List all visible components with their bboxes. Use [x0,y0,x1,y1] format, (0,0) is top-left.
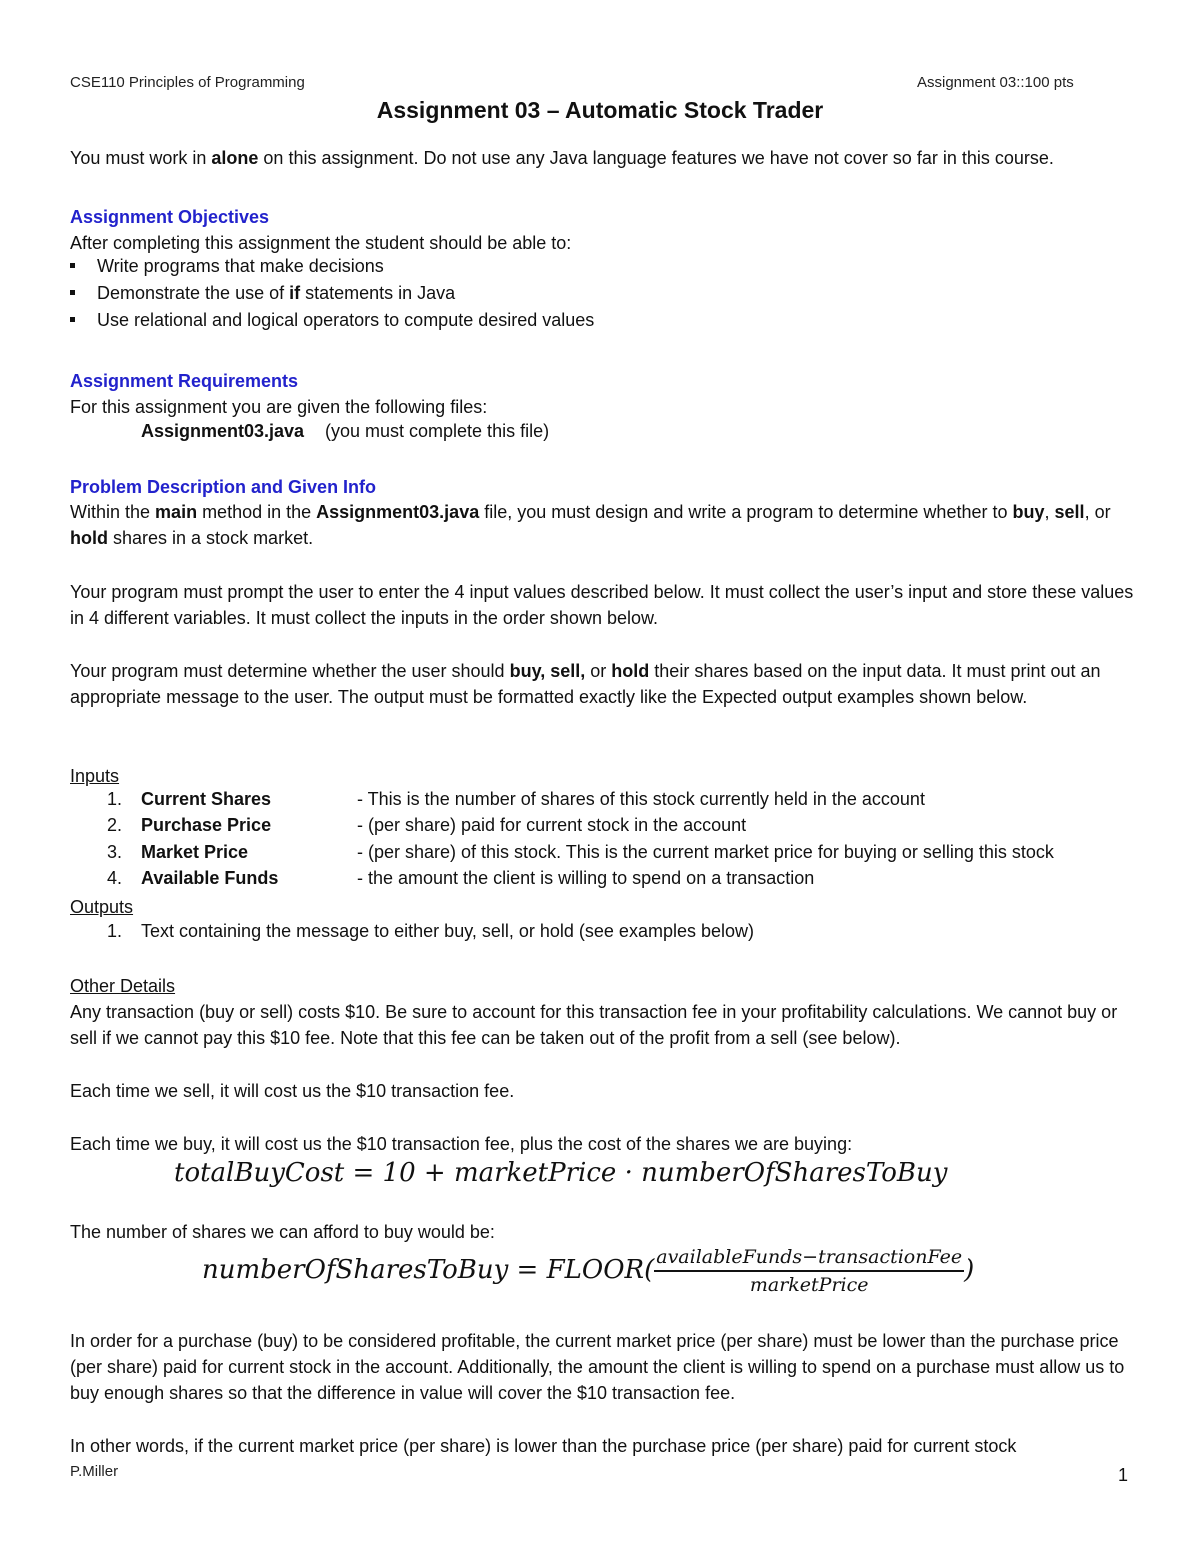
given-file-note: (you must complete this file) [325,421,550,441]
objective-item: Use relational and logical operators to compute desired values [70,310,594,331]
footer-author: P.Miller [70,1463,119,1480]
page-number: 1 [1118,1465,1129,1485]
objectives-lead: After completing this assignment the student should be able to: [70,233,572,253]
problem-paragraph-2: Your program must prompt the user to enter the 4 input values described below. It must collect the user’s input and store these values in 4 different variables. It must collect the inputs in the order shown below. [70,582,1134,629]
details-paragraph-2: Each time we sell, it will cost us the $10 transaction fee. [70,1081,515,1101]
details-paragraph-1: Any transaction (buy or sell) costs $10. Be sure to account for this transaction fee in your profitability calculations. We cannot buy or sell if we cannot pay this $10 fee. Note that this fee can be taken out of the profit from a sell (see below). [70,1002,1118,1049]
objective-item: Demonstrate the use of if statements in Java [70,283,455,304]
requirements-lead: For this assignment you are given the following files: [70,397,488,417]
problem-paragraph-1: Within the main method in the Assignment03.java file, you must design and write a program to determine whether to buy, sell, or hold shares in a stock market. [70,502,1111,549]
details-paragraph-5: In order for a purchase (buy) to be considered profitable, the current market price (per share) must be lower than the purchase price (per share) paid for current stock in the account. Additionally, the amount the client is willing to spend on a purchase must allow us to buy enough shares so that the difference in value will cover the $10 transaction fee. [70,1331,1125,1404]
intro-paragraph: You must work in alone on this assignment. Do not use any Java language features we have not cover so far in this course. [70,148,1054,168]
outputs-heading: Outputs [70,897,134,917]
input-item: 1. Current Shares - This is the number of shares of this stock currently held in the account [107,789,925,809]
details-heading: Other Details [70,976,176,996]
header-points: Assignment 03::100 pts [917,74,1074,91]
header-course: CSE110 Principles of Programming [70,74,305,91]
input-item: 3. Market Price - (per share) of this stock. This is the current market price for buying or selling this stock [107,842,1054,862]
objective-item: Write programs that make decisions [70,256,384,277]
given-file-name: Assignment03.java [141,421,305,441]
formula-shares-to-buy: numberOfSharesToBuy = FLOOR( $\frac{\text{availableFunds−transactionFee}}{\text{marketPrice}}$ ) [202,1246,975,1296]
requirements-heading: Assignment Requirements [70,371,299,391]
details-paragraph-3: Each time we buy, it will cost us the $10 transaction fee, plus the cost of the shares we are buying: [70,1134,853,1154]
bullet-icon [70,263,75,268]
formula-total-buy-cost: totalBuyCost = 10 + marketPrice · numberOfSharesToBuy [174,1158,948,1188]
output-item: 1. Text containing the message to either buy, sell, or hold (see examples below) [107,921,754,941]
inputs-heading: Inputs [70,766,120,786]
objectives-heading: Assignment Objectives [70,207,270,227]
bullet-icon [70,290,75,295]
page-title: Assignment 03 – Automatic Stock Trader [376,97,824,123]
problem-heading: Problem Description and Given Info [70,477,377,497]
details-paragraph-6: In other words, if the current market price (per share) is lower than the purchase price (per share) paid for current stock [70,1436,1017,1456]
bullet-icon [70,317,75,322]
details-paragraph-4: The number of shares we can afford to buy would be: [70,1222,495,1242]
fraction: $\frac{\text{availableFunds−transactionFee}}{\text{marketPrice}}$ [656,1246,963,1296]
problem-paragraph-3: Your program must determine whether the user should buy, sell, or hold their shares based on the input data. It must print out an appropriate message to the user. The output must be formatted exactly like the Expected output examples shown below. [70,661,1101,708]
input-item: 2. Purchase Price - (per share) paid for current stock in the account [107,815,747,835]
input-item: 4. Available Funds - the amount the client is willing to spend on a transaction [107,868,815,888]
